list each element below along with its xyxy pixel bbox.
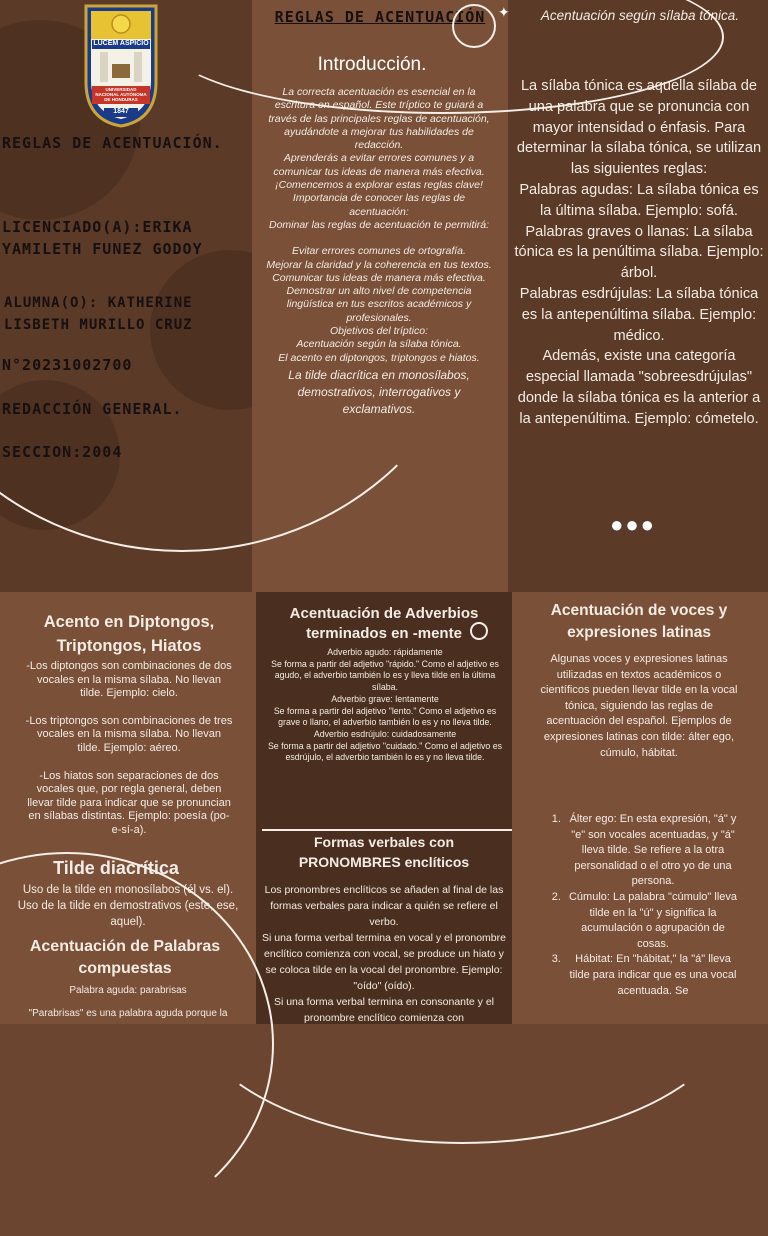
- latin-example-item: 2. Cúmulo: La palabra "cúmulo" lleva tilde en la "ú" y significa la acumulación o agrupación de cosas.: [564, 890, 742, 952]
- intro-text: [266, 86, 492, 418]
- syllable-panel: [508, 0, 768, 592]
- main-title: REGLAS DE ACENTUACIÓN: [274, 8, 486, 26]
- syllable-paragraph: La sílaba tónica es aquella sílaba de una palabra que se pronuncia con mayor intensidad o énfasis. Para determinar la sílaba tónica, se utilizan las siguientes reglas:: [516, 78, 762, 178]
- intro-paragraph: Comunicar tus ideas de manera más efectiva.: [272, 271, 486, 284]
- logo-motto: LUCEM ASPICIO: [93, 40, 149, 47]
- adverb-item: Adverbio esdrújulo: cuidadosamente: [313, 728, 457, 739]
- intro-paragraph: Evitar errores comunes de ortografía.: [292, 245, 466, 258]
- adverbs-panel: [256, 592, 512, 1024]
- adverb-item: Se forma a partir del adjetivo "rápido." Como el adjetivo es agudo, el adverbio también lo es y lleva tilde en la última sílaba.: [271, 658, 499, 693]
- intro-paragraph: Objetivos del tríptico:: [329, 325, 429, 338]
- intro-paragraph: Importancia de conocer las reglas de acentuación:: [292, 192, 466, 218]
- enclitic-item: Si una forma verbal termina en vocal y el pronombre enclítico comienza con vocal, se produce un hiato y se coloca tilde en la vocal del pronombre. Ejemplo: "oído" (oído).: [262, 932, 506, 992]
- latin-title: Acentuación de voces y expresiones latinas: [550, 602, 728, 641]
- diacritic-text: [0, 882, 256, 930]
- intro-paragraph: La tilde diacrítica en monosílabos, demostrativos, interrogativos y exclamativos.: [288, 367, 470, 416]
- professor-name: LICENCIADO(A):ERIKA YAMILETH FUNEZ GODOY: [2, 218, 203, 258]
- sparkle-icon: ✦: [498, 4, 510, 20]
- compound-item: Palabra aguda: parabrisas: [69, 985, 187, 996]
- adverb-item: Adverbio grave: lentamente: [331, 693, 439, 704]
- university-seal-logo: [82, 2, 160, 133]
- diphthongs-text: [24, 660, 234, 838]
- intro-paragraph: El acento en diptongos, triptongos e hiatos.: [278, 351, 480, 364]
- adverb-item: Se forma a partir del adjetivo "lento." Como el adjetivo es grave o llano, el adverbio también lo es y no lleva tilde.: [273, 705, 497, 728]
- latin-panel: [512, 592, 768, 1024]
- diphthong-item: -Los diptongos son combinaciones de dos vocales en la misma sílaba. No llevan tilde. Ejemplo: cielo.: [26, 660, 232, 700]
- diacritic-item: Uso de la tilde en demostrativos (este, ese, aquel).: [17, 900, 239, 928]
- compound-item: "Parabrisas" es una palabra aguda porque la: [28, 1008, 228, 1019]
- latin-example-item: 3. Hábitat: En "hábitat," la "á" lleva tilde para indicar que es una vocal acentuada. Se: [564, 952, 742, 999]
- cover-panel: [0, 0, 252, 592]
- syllable-paragraph: Palabras esdrújulas: La sílaba tónica es la antepenúltima sílaba. Ejemplo: médico.: [519, 285, 759, 344]
- compound-words-title: Acentuación de Palabras compuestas: [29, 938, 221, 977]
- diacritic-item: Uso de la tilde en monosílabos (él vs. el).: [22, 884, 234, 896]
- enclitic-item: Los pronombres enclíticos se añaden al final de las formas verbales para indicar a quién se refiere el verbo.: [264, 884, 504, 928]
- diacritic-title: Tilde diacrítica: [53, 858, 179, 878]
- compound-words-text: [0, 984, 256, 1020]
- intro-paragraph: Mejorar la claridad y la coherencia en tus textos.: [266, 258, 492, 271]
- intro-paragraph: Aprenderás a evitar errores comunes y a comunicar tus ideas de manera más efectiva. ¡Comencemos a explorar estas reglas clave!: [273, 152, 485, 192]
- spacer: [24, 701, 234, 715]
- section-number: SECCION:2004: [2, 443, 123, 461]
- dots-decoration: ●●●: [610, 512, 656, 537]
- cover-title: REGLAS DE ACENTUACIÓN.: [2, 134, 223, 152]
- course-name: REDACCIÓN GENERAL.: [2, 400, 183, 418]
- intro-paragraph: Dominar las reglas de acentuación te permitirá:: [268, 218, 490, 231]
- intro-paragraph: La correcta acentuación es esencial en la escritura en español. Este tríptico te guiará a través de las principales reglas de acentuación, ayudándote a mejorar tus habilidades de redacción.: [268, 86, 490, 152]
- latin-examples: [542, 812, 742, 999]
- spacer: [24, 756, 234, 770]
- syllable-paragraph: Palabras graves o llanas: La sílaba tónica es la penúltima sílaba. Ejemplo: árbol.: [514, 223, 764, 282]
- student-name: ALUMNA(O): KATHERINE LISBETH MURILLO CRUZ: [4, 295, 193, 333]
- intro-paragraph: Demostrar un alto nivel de competencia lingüística en tus escritos académicos y profesionales.: [286, 285, 472, 324]
- triphthong-item: -Los triptongos son combinaciones de tres vocales en la misma sílaba. No llevan tilde. Ejemplo: aéreo.: [25, 714, 233, 754]
- diphthongs-title: Acento en Diptongos, Triptongos, Hiatos: [43, 613, 215, 655]
- intro-heading: Introducción.: [317, 54, 427, 75]
- adverbs-text: [266, 647, 504, 764]
- syllable-text: [514, 76, 764, 430]
- student-id: N°20231002700: [2, 356, 133, 374]
- latin-example-item: 1. Álter ego: En esta expresión, "á" y "e" son vocales acentuadas, y "á" lleva tilde. Se refiere a la otra personalidad o el otro yo de una persona.: [564, 812, 742, 890]
- spacer: [266, 232, 492, 245]
- adverb-item: Adverbio agudo: rápidamente: [327, 647, 443, 657]
- latin-intro: Algunas voces y expresiones latinas utilizadas en textos académicos o científicos pueden llevar tilde en la vocal tónica, siguiendo las reglas de acentuación del español. Ejemplos de expresiones latinas con tilde: álter ego, cúmulo, hábitat.: [540, 653, 738, 759]
- syllable-title: Acentuación según sílaba tónica.: [540, 8, 740, 23]
- logo-year: 1847: [113, 108, 129, 115]
- syllable-paragraph: Además, existe una categoría especial llamada "sobreesdrújulas" donde la sílaba tónica es la anterior a la antepenúltima. Ejemplo: cómetelo.: [517, 348, 761, 427]
- enclitic-item: Si una forma verbal termina en consonante y el pronombre enclítico comienza con: [273, 996, 495, 1024]
- intro-paragraph: Acentuación según la sílaba tónica.: [296, 338, 462, 351]
- introduction-panel: [252, 0, 508, 592]
- hiatus-item: -Los hiatos son separaciones de dos vocales que, por regla general, deben llevar tilde para indicar que se pronuncian en sílabas distintas. Ejemplo: poesía (po-e-sí-a).: [27, 769, 231, 836]
- enclitics-title: Formas verbales con PRONOMBRES enclíticos: [298, 834, 470, 870]
- logo-university-name: UNIVERSIDAD NACIONAL AUTÓNOMA DE HONDURAS: [95, 87, 147, 102]
- adverb-item: Se forma a partir del adjetivo "cuidado." Como el adjetivo es esdrújulo, el adverbio también lo es y no lleva tilde.: [267, 740, 503, 763]
- enclitics-text: [260, 882, 508, 1024]
- diphthongs-panel: [0, 592, 256, 1024]
- adverbs-title: Acentuación de Adverbios terminados en -mente: [289, 605, 479, 642]
- divider: [262, 829, 512, 831]
- syllable-paragraph: Palabras agudas: La sílaba tónica es la última sílaba. Ejemplo: sofá.: [519, 181, 759, 219]
